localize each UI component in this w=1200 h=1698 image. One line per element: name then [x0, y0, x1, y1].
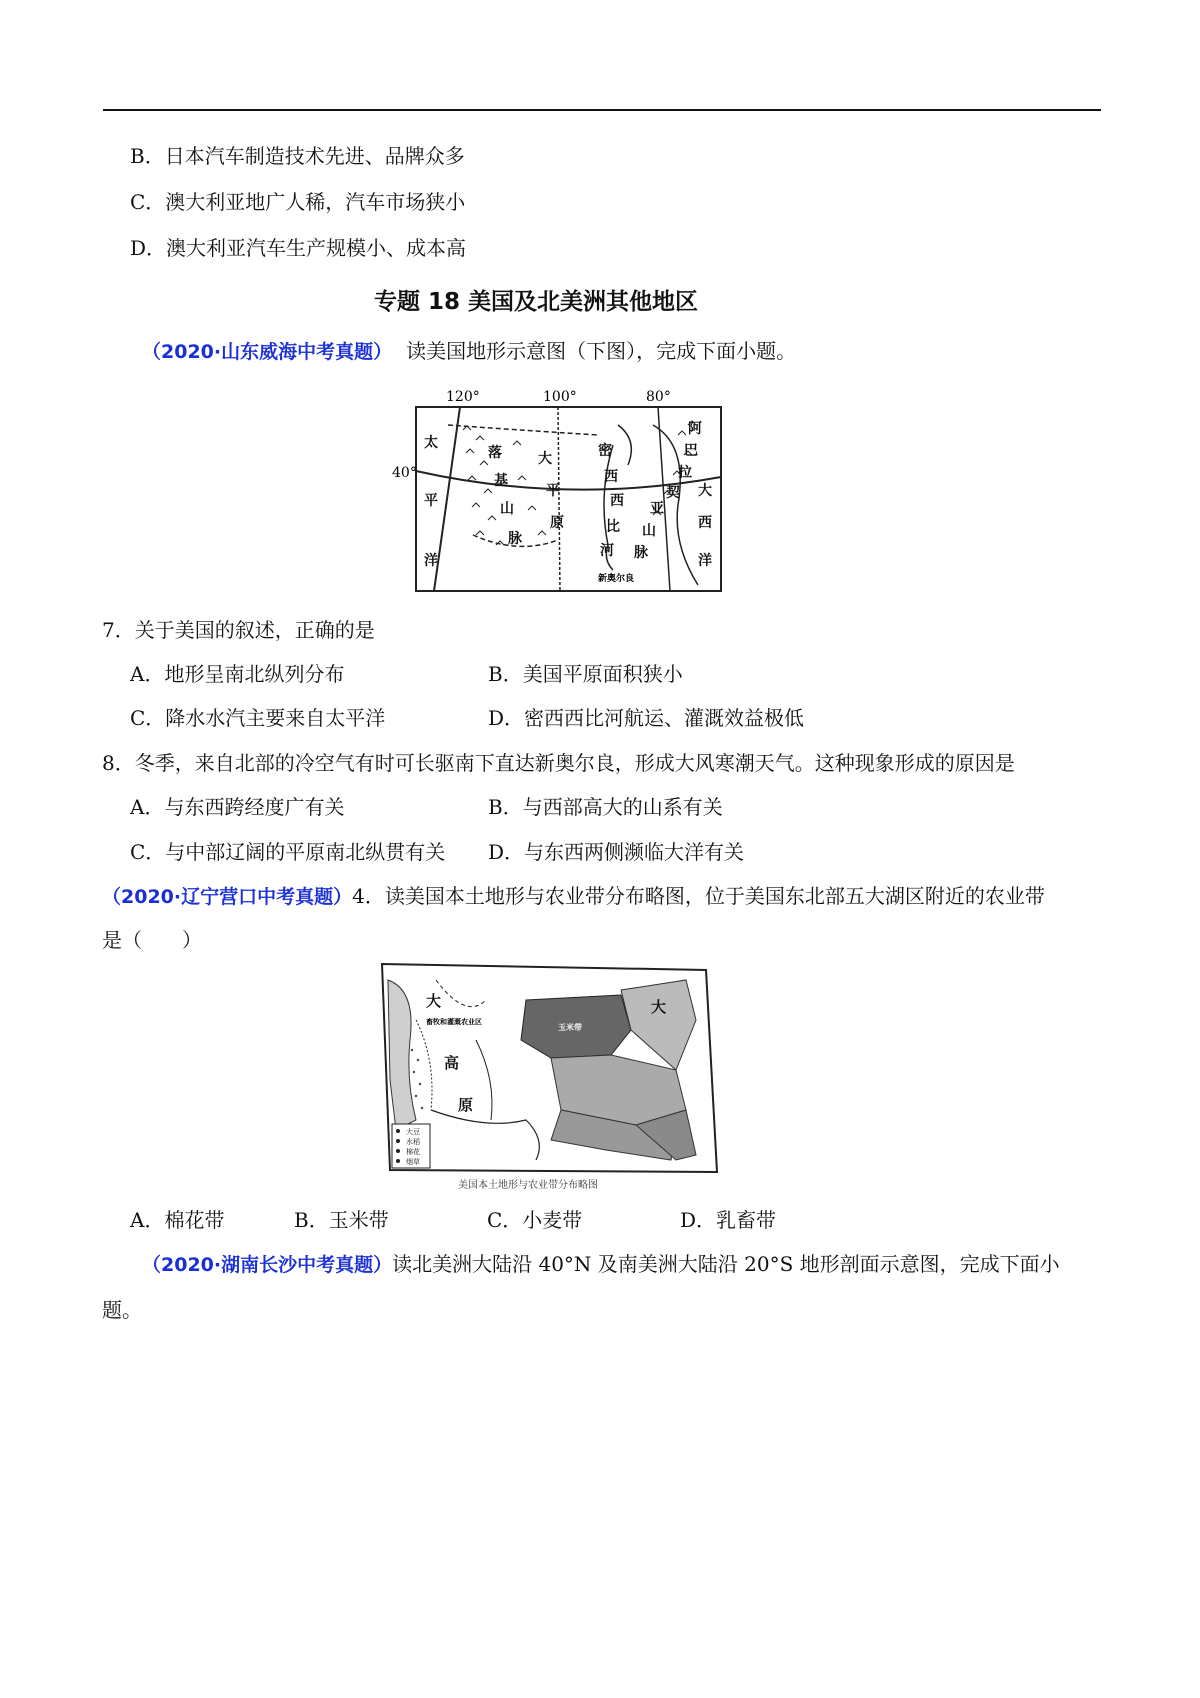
- q4-option-a[interactable]: A．棉花带: [130, 1208, 225, 1232]
- section-title: 专题 18 美国及北美洲其他地区: [374, 289, 699, 315]
- map1-label-yuan: 原: [550, 515, 564, 531]
- map1-label-da2: 大: [698, 483, 712, 499]
- map2-label-da: 大: [426, 992, 442, 1010]
- map1-label-mi: 密: [598, 443, 612, 459]
- option-b-prev: B．日本汽车制造技术先进、品牌众多: [130, 144, 465, 168]
- map2-label-ranching: 畜牧和灌溉农业区: [426, 1017, 482, 1026]
- map2-label-yuan: 原: [458, 1096, 474, 1114]
- q8-option-c[interactable]: C．与中部辽阔的平原南北纵贯有关: [130, 840, 446, 864]
- map2-label-corn-belt: 玉米带: [558, 1022, 582, 1032]
- q4-option-d[interactable]: D．乳畜带: [680, 1208, 777, 1232]
- us-terrain-map: [388, 385, 728, 595]
- q4-line-1: [102, 883, 1045, 910]
- map1-label-la: 拉: [678, 465, 692, 481]
- map1-label-yang: 洋: [424, 553, 438, 569]
- lat-40-label: 40°: [392, 465, 417, 481]
- q7-option-d[interactable]: D．密西西比河航运、灌溉效益极低: [488, 706, 805, 730]
- map1-label-da: 大: [538, 451, 552, 467]
- q7-option-a[interactable]: A．地形呈南北纵列分布: [130, 662, 345, 686]
- q7-option-b[interactable]: B．美国平原面积狭小: [488, 662, 683, 686]
- q8-option-d[interactable]: D．与东西两侧濒临大洋有关: [488, 840, 745, 864]
- q4-stem-line-1: 4．读美国本土地形与农业带分布略图，位于美国东北部五大湖区附近的农业带: [352, 884, 1045, 908]
- legend-tobacco: 烟草: [406, 1158, 420, 1166]
- lon-100-label: 100°: [543, 389, 577, 405]
- map1-label-ba: 巴: [684, 443, 698, 459]
- map1-label-yang2: 洋: [698, 553, 712, 569]
- map2-label-gao: 高: [444, 1054, 460, 1072]
- block3-stem-line-2: 题。: [102, 1298, 142, 1322]
- intro-text: 读美国地形示意图（下图），完成下面小题。: [406, 339, 797, 363]
- map1-label-a: 阿: [688, 421, 702, 437]
- map1-label-he: 河: [600, 543, 614, 559]
- map1-label-new-orleans: 新奥尔良: [598, 574, 635, 584]
- option-c-prev: C．澳大利亚地广人稀，汽车市场狭小: [130, 190, 466, 214]
- q7-option-c[interactable]: C．降水水汽主要来自太平洋: [130, 706, 386, 730]
- source-line-3: [142, 1251, 1060, 1278]
- map1-label-ya: 亚: [650, 501, 664, 517]
- map1-label-xi1: 西: [604, 469, 618, 485]
- q8-option-a[interactable]: A．与东西跨经度广有关: [130, 795, 345, 819]
- map2-label-da2: 大: [651, 998, 667, 1016]
- source-tag-3: （2020·湖南长沙中考真题）: [142, 1254, 393, 1276]
- map1-label-ping: 平: [424, 493, 438, 509]
- q7-stem: 7．关于美国的叙述，正确的是: [102, 618, 375, 642]
- map1-label-ping2: 平: [546, 483, 560, 499]
- map1-label-bi: 比: [606, 519, 620, 535]
- legend-soy: 大豆: [406, 1128, 420, 1136]
- map1-label-xi3: 西: [698, 515, 712, 531]
- map1-label-mai2: 脉: [634, 545, 648, 561]
- header-rule: [103, 109, 1101, 111]
- q8-stem: 8．冬季，来自北部的冷空气有时可长驱南下直达新奥尔良，形成大风寒潮天气。这种现象形成的原因是: [102, 751, 1015, 775]
- map1-label-qi: 契: [666, 485, 680, 501]
- source-line-1: [142, 338, 796, 365]
- lon-80-label: 80°: [646, 389, 671, 405]
- map1-label-ji: 基: [494, 473, 508, 489]
- source-tag: （2020·山东威海中考真题）: [142, 341, 393, 363]
- q4-option-b[interactable]: B．玉米带: [294, 1208, 389, 1232]
- map1-label-tai: 太: [424, 435, 438, 451]
- q4-stem-line-2: 是（ ）: [102, 928, 202, 952]
- map1-label-shan2: 山: [642, 523, 656, 539]
- us-agriculture-map: [376, 960, 721, 1192]
- block3-stem-line-1: 读北美洲大陆沿 40°N 及南美洲大陆沿 20°S 地形剖面示意图，完成下面小: [392, 1252, 1060, 1276]
- legend-cotton: 棉花: [406, 1148, 420, 1156]
- q4-option-c[interactable]: C．小麦带: [487, 1208, 583, 1232]
- lon-120-label: 120°: [446, 389, 480, 405]
- option-d-prev: D．澳大利亚汽车生产规模小、成本高: [130, 236, 467, 260]
- map1-label-xi2: 西: [610, 493, 624, 509]
- legend-rice: 水稻: [406, 1138, 420, 1146]
- map1-label-shan: 山: [500, 501, 514, 517]
- source-tag-2: （2020·辽宁营口中考真题）: [102, 886, 353, 908]
- map2-caption: 美国本土地形与农业带分布略图: [458, 1180, 598, 1191]
- q8-option-b[interactable]: B．与西部高大的山系有关: [488, 795, 723, 819]
- map1-label-mai: 脉: [508, 531, 522, 547]
- map1-label-luo: 落: [488, 445, 502, 461]
